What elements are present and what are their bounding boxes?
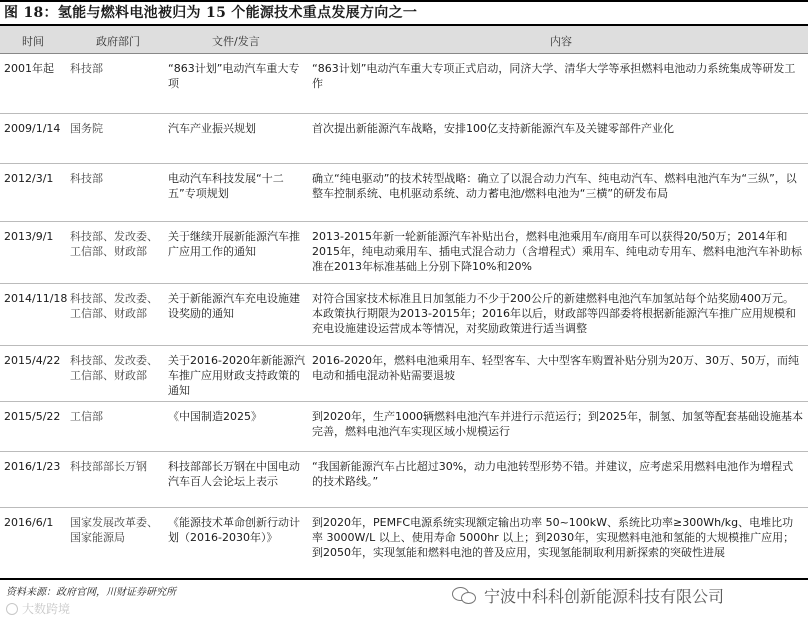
row-time: 2012/3/1 xyxy=(4,172,54,185)
row-doc: “863计划”电动汽车重大专项 xyxy=(168,62,300,90)
source-note: 资料来源：政府官网，川财证券研究所 xyxy=(0,578,808,598)
row-content: 对符合国家技术标准且日加氢能力不少于200公斤的新建燃料电池汽车加氢站每个站奖励400万元。本政策执行期限为2013-2015年；2016年以后，财政部等四部委将根据新能源汽车推广应用规模和充电设施建设运营成本等情况，对奖励政策进行适当调整 xyxy=(312,292,796,335)
table-row xyxy=(0,402,808,452)
row-doc: 电动汽车科技发展“十二五”专项规划 xyxy=(168,172,284,200)
row-doc: 《中国制造2025》 xyxy=(168,410,262,423)
row-time: 2016/1/23 xyxy=(4,460,61,473)
watermark-right xyxy=(452,584,724,607)
row-dept: 国务院 xyxy=(70,122,103,135)
row-doc: 科技部部长万钢在中国电动汽车百人会论坛上表示 xyxy=(168,460,300,488)
row-time: 2013/9/1 xyxy=(4,230,54,243)
header-doc: 文件/发言 xyxy=(212,35,260,48)
row-content: 到2020年，生产1000辆燃料电池汽车并进行示范运行；到2025年，制氢、加氢等配套基础设施基本完善，燃料电池汽车实现区域小规模运行 xyxy=(312,410,803,438)
watermark-left-text: 大数跨境 xyxy=(22,602,71,616)
wechat-icon xyxy=(452,587,478,605)
row-doc: 关于2016-2020年新能源汽车推广应用财政支持政策的通知 xyxy=(168,354,305,397)
row-dept: 工信部 xyxy=(70,410,103,423)
table-row xyxy=(0,452,808,508)
row-dept: 科技部部长万钢 xyxy=(70,460,147,473)
header-content: 内容 xyxy=(550,35,572,48)
row-time: 2001年起 xyxy=(4,62,54,75)
watermark-right-text: 宁波中科科创新能源科技有限公司 xyxy=(484,587,725,606)
table-row xyxy=(0,508,808,578)
row-content: “我国新能源汽车占比超过30%，动力电池转型形势不错。并建议，应考虑采用燃料电池作为增程式的技术路线。” xyxy=(312,460,794,488)
figure-title: 图 18：氢能与燃料电池被归为 15 个能源技术重点发展方向之一 xyxy=(0,0,808,26)
row-content: 首次提出新能源汽车战略，安排100亿支持新能源汽车及关键零部件产业化 xyxy=(312,122,674,135)
row-doc: 《能源技术革命创新行动计划（2016-2030年）》 xyxy=(168,516,300,544)
row-doc: 关于新能源汽车充电设施建设奖励的通知 xyxy=(168,292,300,320)
row-time: 2016/6/1 xyxy=(4,516,54,529)
table-row xyxy=(0,222,808,284)
table-row xyxy=(0,346,808,402)
row-content: 确立“纯电驱动”的技术转型战略：确立了以混合动力汽车、纯电动汽车、燃料电池汽车为“三纵”，以整车控制系统、电机驱动系统、动力蓄电池/燃料电池为“三横”的研发布局 xyxy=(312,172,797,200)
row-dept: 科技部、发改委、工信部、财政部 xyxy=(70,354,158,382)
row-time: 2014/11/18 xyxy=(4,292,68,305)
table-row xyxy=(0,284,808,346)
row-time: 2009/1/14 xyxy=(4,122,61,135)
row-time: 2015/4/22 xyxy=(4,354,61,367)
table-header xyxy=(0,26,808,54)
row-content: 2013-2015年新一轮新能源汽车补贴出台，燃料电池乘用车/商用车可以获得20/50万；2014年和2015年，纯电动乘用车、插电式混合动力（含增程式）乘用车、纯电动专用车、燃料电池汽车补助标准在2013年标准基础上分别下降10%和20% xyxy=(312,230,802,273)
header-dept: 政府部门 xyxy=(96,35,140,48)
row-dept: 科技部、发改委、工信部、财政部 xyxy=(70,230,158,258)
row-dept: 科技部 xyxy=(70,172,103,185)
table-row xyxy=(0,114,808,164)
row-time: 2015/5/22 xyxy=(4,410,61,423)
header-time: 时间 xyxy=(22,35,44,48)
row-content: 到2020年，PEMFC电源系统实现额定输出功率 50~100kW、系统比功率≥300Wh/kg、电堆比功率 3000W/L 以上、使用寿命 5000hr 以上；到2030年，实现燃料电池和氢能的大规模推广应用；到2050年，实现氢能和燃料电池的普及应用，实现氢能制取利用新探索的突破性进展 xyxy=(312,516,795,559)
table-row xyxy=(0,164,808,222)
row-content: “863计划”电动汽车重大专项正式启动，同济大学、清华大学等承担燃料电池动力系统集成等研发工作 xyxy=(312,62,796,90)
row-dept: 国家发展改革委、国家能源局 xyxy=(70,516,158,544)
row-doc: 关于继续开展新能源汽车推广应用工作的通知 xyxy=(168,230,300,258)
row-dept: 科技部 xyxy=(70,62,103,75)
watermark-left xyxy=(6,600,70,617)
circle-logo-icon xyxy=(6,603,18,615)
row-dept: 科技部、发改委、工信部、财政部 xyxy=(70,292,158,320)
row-doc: 汽车产业振兴规划 xyxy=(168,122,256,135)
row-content: 2016-2020年，燃料电池乘用车、轻型客车、大中型客车购置补贴分别为20万、30万、50万，而纯电动和插电混动补贴需要退坡 xyxy=(312,354,799,382)
table-row xyxy=(0,54,808,114)
